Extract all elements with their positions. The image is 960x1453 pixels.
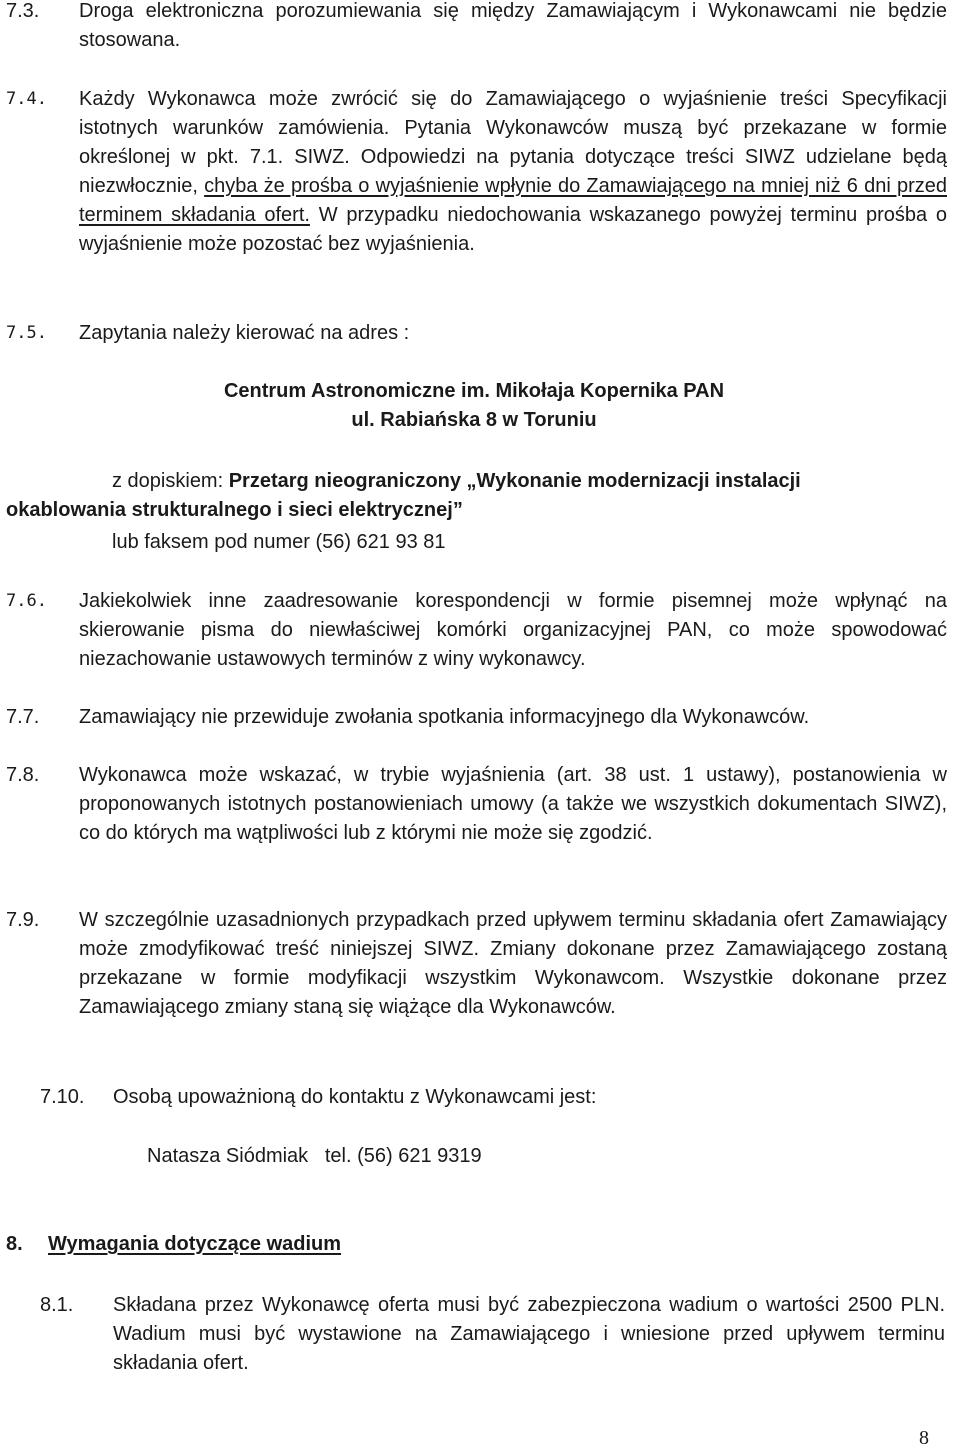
section-number-7-6: 7.6. bbox=[6, 591, 47, 611]
section-number-8: 8. bbox=[6, 1233, 23, 1255]
section-7-6-text: Jakiekolwiek inne zaadresowanie korespondencji w formie pisemnej może wpłynąć na skierowanie pisma do niewłaściwej komórki organizacyjnej PAN, co może spowodować niezachowanie ustawowych terminów z winy wykonawcy. bbox=[79, 590, 947, 670]
section-number-8-1: 8.1. bbox=[40, 1294, 74, 1316]
section-7-9-text: W szczególnie uzasadnionych przypadkach przed upływem terminu składania ofert Zamawiający może zmodyfikować treść niniejszej SIWZ. Zmiany dokonane przez Zamawiającego zostaną przekazane w formie modyfikacji wszystkim Wykonawcom. Wszystkie dokonane przez Zamawiającego zmiany staną się wiążące dla Wykonawców. bbox=[79, 909, 947, 1018]
address-note-line-1 bbox=[112, 467, 801, 496]
address-line-1: Centrum Astronomiczne im. Mikołaja Kopernika PAN bbox=[223, 380, 725, 402]
section-number-7-4: 7.4. bbox=[6, 89, 47, 109]
fax-line: lub faksem pod numer (56) 621 93 81 bbox=[112, 531, 446, 553]
section-8-1-text: Składana przez Wykonawcę oferta musi być zabezpieczona wadium o wartości 2500 PLN. Wadium musi być wystawione na Zamawiającego i wniesione przed upływem terminu składania ofert. bbox=[113, 1294, 945, 1374]
section-number-7-7: 7.7. bbox=[6, 706, 40, 728]
page-number: 8 bbox=[919, 1427, 929, 1449]
section-number-7-5: 7.5. bbox=[6, 323, 47, 343]
section-8-title: Wymagania dotyczące wadium bbox=[48, 1233, 342, 1255]
section-number-7-9: 7.9. bbox=[6, 909, 40, 931]
section-7-4-text bbox=[79, 85, 947, 259]
section-7-4-text-b: W przypadku niedochowania wskazanego powyżej terminu prośba o wyjaśnienie może pozostać bez wyjaśnienia. bbox=[79, 204, 947, 255]
section-7-7-text: Zamawiający nie przewiduje zwołania spotkania informacyjnego dla Wykonawców. bbox=[79, 706, 810, 728]
section-number-7-10: 7.10. bbox=[40, 1086, 85, 1108]
address-line-2: ul. Rabiańska 8 w Toruniu bbox=[351, 409, 597, 431]
section-7-3-text: Droga elektroniczna porozumiewania się między Zamawiającym i Wykonawcami nie będzie stosowana. bbox=[79, 0, 947, 51]
address-note-prefix: z dopiskiem: bbox=[112, 470, 229, 492]
address-note-subject-2: okablowania strukturalnego i sieci elektrycznej” bbox=[6, 499, 463, 521]
section-7-5-text: Zapytania należy kierować na adres : bbox=[79, 322, 410, 344]
section-7-4-deadline-note: chyba że prośba o wyjaśnienie wpłynie do Zamawiającego na mniej niż 6 dni przed terminem składania ofert. bbox=[79, 175, 947, 226]
section-7-10-text: Osobą upoważnioną do kontaktu z Wykonawcami jest: bbox=[113, 1086, 597, 1108]
section-number-7-8: 7.8. bbox=[6, 764, 40, 786]
section-number-7-3: 7.3. bbox=[6, 0, 40, 22]
address-note-subject-1: Przetarg nieograniczony „Wykonanie modernizacji instalacji bbox=[228, 470, 801, 492]
contact-person: Natasza Siódmiak tel. (56) 621 9319 bbox=[147, 1145, 482, 1167]
section-7-8-text: Wykonawca może wskazać, w trybie wyjaśnienia (art. 38 ust. 1 ustawy), postanowienia w proponowanych istotnych postanowieniach umowy (a także we wszystkich dokumentach SIWZ), co do których ma wątpliwości lub z którymi nie może się zgodzić. bbox=[79, 764, 947, 844]
section-7-4-text-a: Każdy Wykonawca może zwrócić się do Zamawiającego o wyjaśnienie treści Specyfikacji istotnych warunków zamówienia. Pytania Wykonawców muszą być przekazane w formie określonej w pkt. 7.1. SIWZ. Odpowiedzi na pytania dotyczące treści SIWZ udzielane będą niezwłocznie, bbox=[79, 88, 947, 197]
